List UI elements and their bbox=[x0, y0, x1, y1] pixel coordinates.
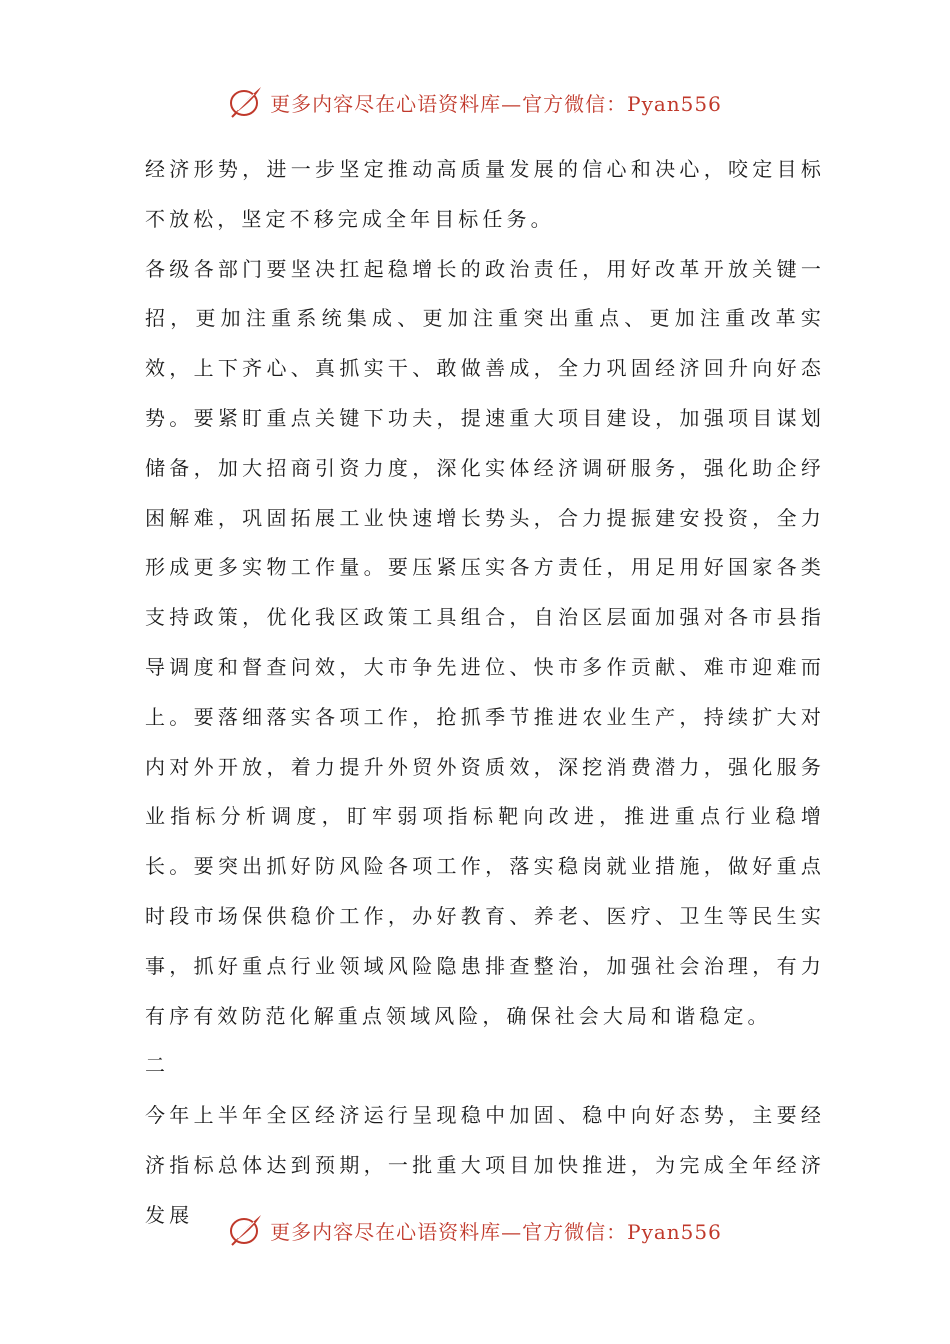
header-banner-text: 更多内容尽在心语资料库—官方微信：Pyan556 bbox=[270, 91, 722, 116]
footer-watermark bbox=[0, 1208, 950, 1252]
quill-logo-icon bbox=[228, 84, 264, 120]
paragraph: 各级各部门要坚决扛起稳增长的政治责任，用好改革开放关键一招，更加注重系统集成、更加注重突出重点、更加注重改革实效，上下齐心、真抓实干、敢做善成，全力巩固经济回升向好态势。要紧盯重点关键下功夫，提速重大项目建设，加强项目谋划储备，加大招商引资力度，深化实体经济调研服务，强化助企纾困解难，巩固拓展工业快速增长势头，合力提振建安投资，全力形成更多实物工作量。要压紧压实各方责任，用足用好国家各类支持政策，优化我区政策工具组合，自治区层面加强对各市县指导调度和督查问效，大市争先进位、快市多作贡献、难市迎难而上。要落细落实各项工作，抢抓季节推进农业生产，持续扩大对内对外开放，着力提升外贸外资质效，深挖消费潜力，强化服务业指标分析调度，盯牢弱项指标靶向改进，推进重点行业稳增长。要突出抓好防风险各项工作，落实稳岗就业措施，做好重点时段市场保供稳价工作，办好教育、养老、医疗、卫生等民生实事，抓好重点行业领域风险隐患排查整治，加强社会治理，有力有序有效防范化解重点领域风险，确保社会大局和谐稳定。 bbox=[145, 256, 825, 1028]
section-number: 二 bbox=[145, 1053, 170, 1078]
header-watermark bbox=[0, 80, 950, 124]
footer-banner-text: 更多内容尽在心语资料库—官方微信：Pyan556 bbox=[270, 1219, 722, 1244]
quill-logo-icon bbox=[228, 1212, 264, 1248]
paragraph: 经济形势，进一步坚定推动高质量发展的信心和决心，咬定目标不放松，坚定不移完成全年目标任务。 bbox=[145, 157, 825, 231]
document-body bbox=[145, 145, 825, 1241]
paragraph: 今年上半年全区经济运行呈现稳中加固、稳中向好态势，主要经济指标总体达到预期，一批重大项目加快推进，为完成全年经济发展 bbox=[145, 1103, 825, 1227]
